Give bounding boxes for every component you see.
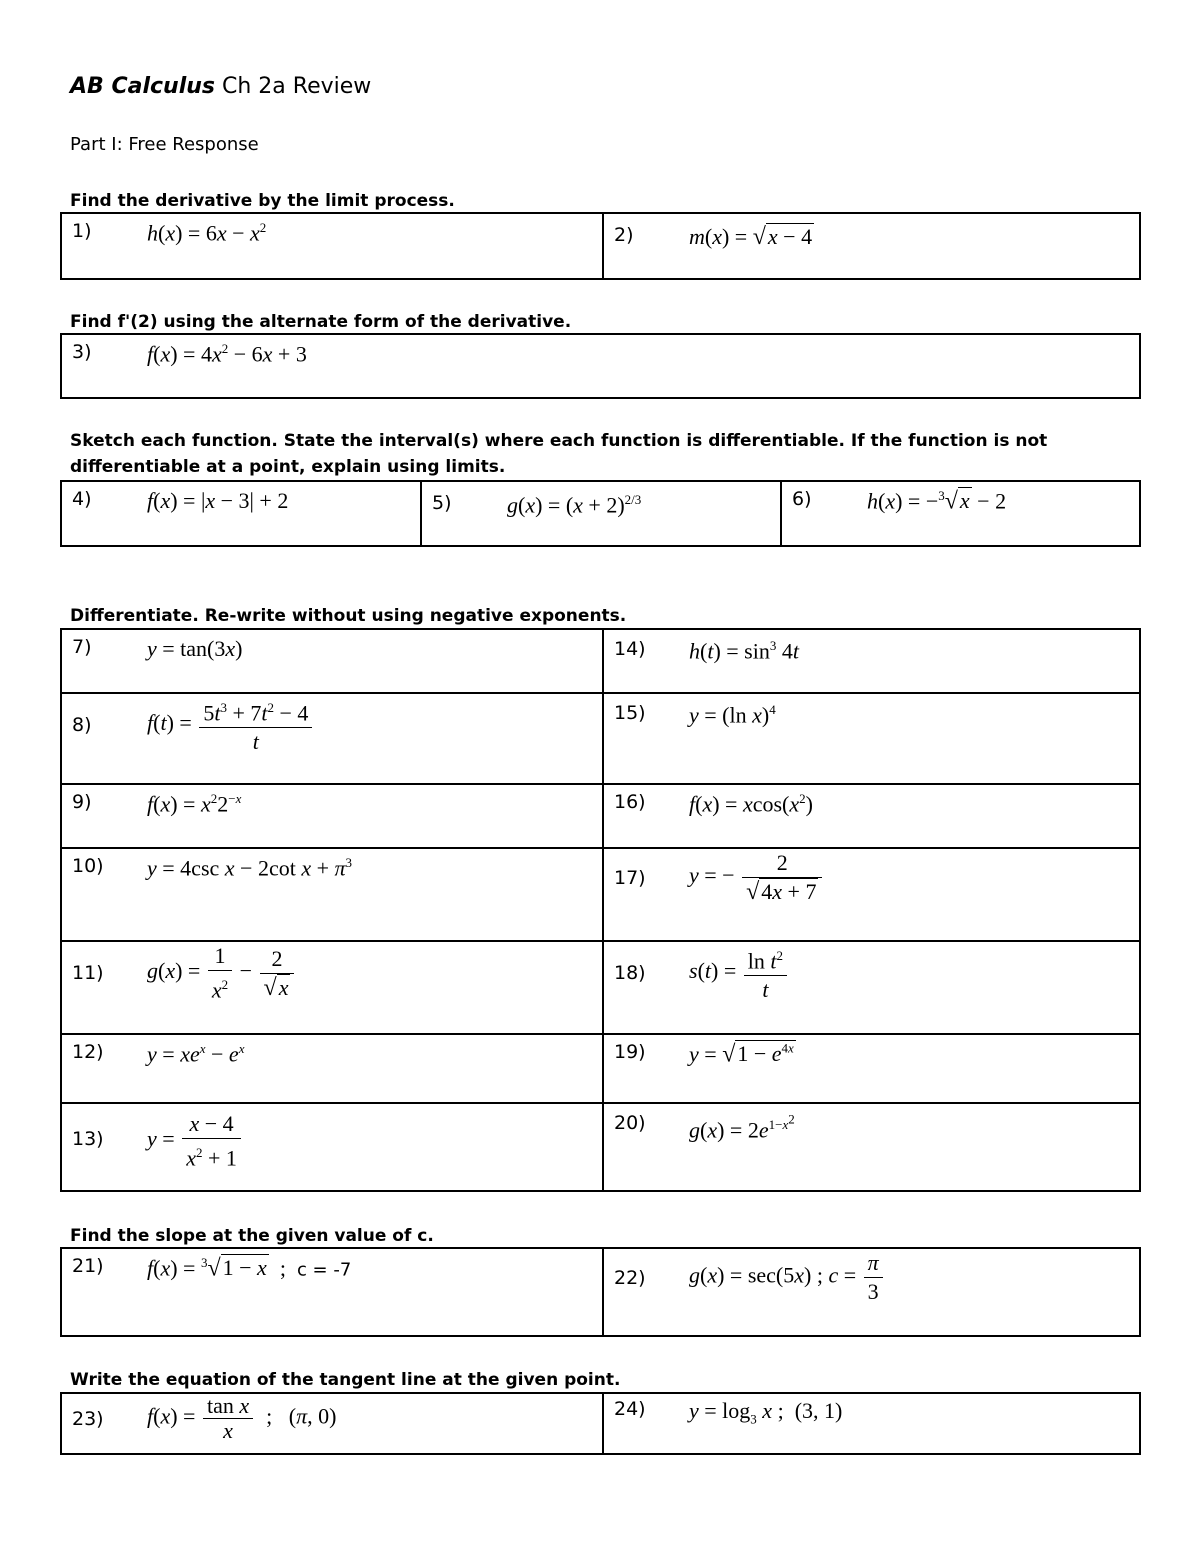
section-heading-limit-process: Find the derivative by the limit process.	[70, 191, 455, 211]
expression: $f(x) = 4x^2 - 6x + 3$	[147, 341, 307, 367]
problem-18: 18) s(t) = $\frac{\ln t^2}{t}$	[604, 942, 1139, 1004]
problem-22: 22) g(x) = sec(5x) ; c = $\frac{\pi}{3}$	[604, 1249, 1139, 1306]
table-tangent-line	[60, 1392, 1141, 1455]
expression: h(x) = −$^3$√x − 2	[867, 488, 1007, 515]
section-heading-slope: Find the slope at the given value of c.	[70, 1226, 434, 1246]
problem-24: 24) $y = \log_3 x$ ; (3, 1)	[614, 1398, 843, 1427]
expression: y = − $\frac{2}{√4x + 7}$	[689, 849, 824, 906]
problem-20: 20) $g(x) = 2e^{1-x^2}$	[614, 1112, 795, 1143]
section-heading-differentiate: Differentiate. Re-write without using negative exponents.	[70, 606, 627, 626]
problem-5: 5) $g(x) = (x + 2)^{2/3}$	[432, 492, 642, 518]
problem-23: 23) f(x) = $\frac{\text{tan x}}{x}$ ; (π, 0)	[72, 1393, 337, 1443]
problem-1: 1) $h(x) = 6x - x^2$	[72, 220, 267, 246]
problem-21: 21) f(x) = $^3$√1 − x ; c = -7	[72, 1255, 352, 1282]
expression: g(x) = sec(5x) ; c = $\frac{\pi}{3}$	[689, 1249, 885, 1306]
expression: $y = \log_3 x$ ; (3, 1)	[689, 1398, 843, 1427]
part-label: Part I: Free Response	[70, 134, 259, 155]
expression: g(x) = $\frac{1}{x^2}$ − $\frac{2}{√x}$	[147, 942, 296, 1004]
table-slope	[60, 1247, 1141, 1337]
problem-6: 6) h(x) = −$^3$√x − 2	[792, 488, 1007, 515]
page-title	[70, 74, 371, 99]
expression: $g(x) = 2e^{1-x^2}$	[689, 1112, 795, 1143]
problem-8: 8) f(t) = $\frac{5t^3 + 7t^2 - 4}{t}$	[62, 694, 602, 756]
table-sketch	[60, 480, 1141, 547]
problem-19: 19) $y = √1 - e^{4x}$	[614, 1041, 794, 1068]
table-limit-process	[60, 212, 1141, 280]
expression: $h(x) = 6x - x^2$	[147, 220, 267, 246]
expression: f(x) = $^3$√1 − x ; c = -7	[147, 1255, 352, 1282]
problem-3: 3) $f(x) = 4x^2 - 6x + 3$	[72, 341, 307, 367]
expression: f(x) = |x − 3| + 2	[147, 488, 289, 513]
problem-12: 12) $y = xe^x - e^x$	[72, 1041, 245, 1067]
table-alternate-form	[60, 333, 1141, 399]
problem-4: 4) f(x) = |x − 3| + 2	[72, 488, 289, 513]
problem-16: 16) $f(x) = xcos(x^2)$	[614, 791, 813, 817]
expression: $y = xe^x - e^x$	[147, 1041, 245, 1067]
section-heading-sketch: Sketch each function. State the interval(s) where each function is differentiable. If the function is not differentiable at a point, explain using limits.	[70, 431, 1048, 477]
problem-9: 9) $f(x) = x^22^{-x}$	[72, 791, 242, 817]
expression: $f(x) = xcos(x^2)$	[689, 791, 813, 817]
expression: $g(x) = (x + 2)^{2/3}$	[507, 492, 642, 518]
problem-14: 14) $h(t) = \sin^3 4t$	[614, 638, 799, 664]
problem-7: 7) y = tan(3x)	[72, 636, 243, 661]
expression: $f(x) = x^22^{-x}$	[147, 791, 242, 817]
expression: f(x) = $\frac{\text{tan x}}{x}$ ; (π, 0)	[147, 1393, 337, 1443]
title-chapter: Ch 2a Review	[222, 74, 372, 99]
expression: s(t) = $\frac{\ln t^2}{t}$	[689, 942, 789, 1004]
expression: y = $\frac{x - 4}{x^2 + 1}$	[147, 1110, 243, 1172]
problem-13: 13) y = $\frac{x - 4}{x^2 + 1}$	[62, 1104, 602, 1172]
table-differentiate	[60, 628, 1141, 1192]
expression: m(x) = √x − 4	[689, 224, 813, 250]
expression: $h(t) = \sin^3 4t$	[689, 638, 799, 664]
problem-10: 10) y = 4csc x − 2cot $x + \pi^3$	[72, 855, 353, 881]
expression: f(t) = $\frac{5t^3 + 7t^2 - 4}{t}$	[147, 694, 314, 756]
title-course: AB Calculus	[70, 74, 215, 99]
section-heading-alternate-form: Find f'(2) using the alternate form of the derivative.	[70, 312, 572, 332]
problem-11: 11) g(x) = $\frac{1}{x^2}$ − $\frac{2}{√x}$	[62, 942, 602, 1004]
expression: y = 4csc x − 2cot $x + \pi^3$	[147, 855, 353, 881]
expression: y = tan(3x)	[147, 636, 243, 661]
problem-15: 15) y = (ln x)$^4$	[614, 702, 776, 728]
section-heading-tangent-line: Write the equation of the tangent line at the given point.	[70, 1370, 621, 1390]
expression: $y = √1 - e^{4x}$	[689, 1041, 794, 1068]
problem-2: 2) m(x) = √x − 4	[614, 224, 813, 250]
expression: y = (ln x)$^4$	[689, 702, 776, 728]
problem-17: 17) y = − $\frac{2}{√4x + 7}$	[604, 849, 1139, 906]
